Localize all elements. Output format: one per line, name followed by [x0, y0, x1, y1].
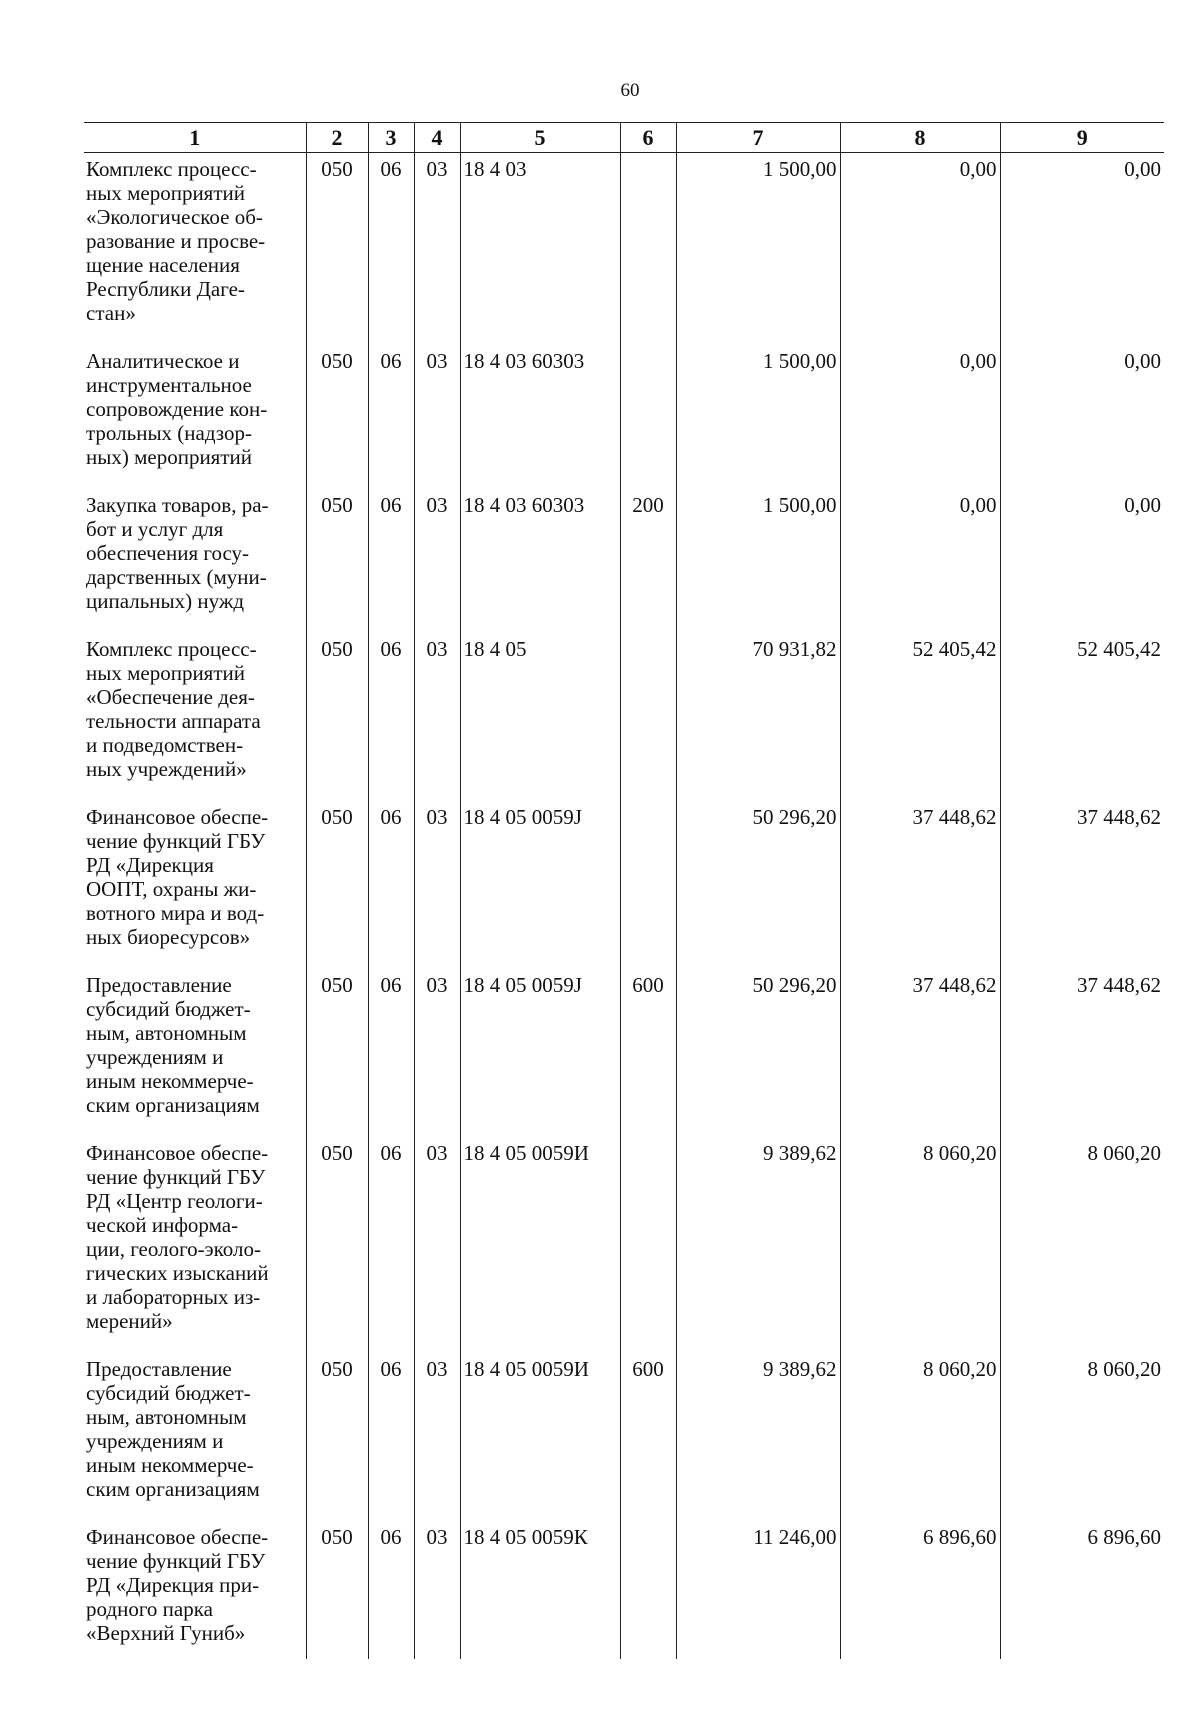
target-article-cell: 18 4 05 0059И — [460, 1137, 620, 1353]
subsection-code-cell: 03 — [414, 1137, 460, 1353]
expense-type-cell — [620, 153, 676, 346]
section-code-cell: 06 — [368, 1137, 414, 1353]
ministry-code-cell: 050 — [306, 801, 368, 969]
row-name-cell: Закупка товаров, ра- бот и услуг для обеспечения госу- дарственных (муни- ципальных) нужд — [86, 493, 269, 613]
expense-type-cell: 600 — [620, 1353, 676, 1521]
amount-year3-cell: 52 405,42 — [1000, 633, 1164, 801]
column-header: 8 — [840, 123, 1000, 153]
amount-year2-cell: 37 448,62 — [840, 969, 1000, 1137]
column-header: 1 — [84, 123, 306, 153]
section-code-cell: 06 — [368, 633, 414, 801]
amount-year2-cell: 0,00 — [840, 345, 1000, 489]
ministry-code-cell: 050 — [306, 633, 368, 801]
amount-year3-cell: 37 448,62 — [1000, 969, 1164, 1137]
amount-year3-cell: 37 448,62 — [1000, 801, 1164, 969]
amount-year1-cell: 1 500,00 — [676, 153, 840, 346]
amount-year3-cell: 6 896,60 — [1000, 1521, 1164, 1659]
subsection-code-cell: 03 — [414, 1521, 460, 1659]
table-row — [84, 153, 1164, 346]
target-article-cell: 18 4 05 0059J — [460, 801, 620, 969]
column-header: 6 — [620, 123, 676, 153]
subsection-code-cell: 03 — [414, 153, 460, 346]
header-row — [84, 123, 1164, 153]
amount-year1-cell: 11 246,00 — [676, 1521, 840, 1659]
amount-year2-cell: 6 896,60 — [840, 1521, 1000, 1659]
expense-type-cell — [620, 345, 676, 489]
amount-year1-cell: 1 500,00 — [676, 489, 840, 633]
column-header: 4 — [414, 123, 460, 153]
amount-year2-cell: 8 060,20 — [840, 1137, 1000, 1353]
target-article-cell: 18 4 05 0059J — [460, 969, 620, 1137]
row-name-cell: Комплекс процесс- ных мероприятий «Обеспечение дея- тельности аппарата и подведомствен- ных учреждений» — [86, 637, 261, 781]
amount-year3-cell: 0,00 — [1000, 153, 1164, 346]
table-row — [84, 1137, 1164, 1353]
expense-type-cell: 200 — [620, 489, 676, 633]
subsection-code-cell: 03 — [414, 489, 460, 633]
table-row — [84, 1353, 1164, 1521]
amount-year1-cell: 9 389,62 — [676, 1353, 840, 1521]
subsection-code-cell: 03 — [414, 633, 460, 801]
subsection-code-cell: 03 — [414, 969, 460, 1137]
amount-year2-cell: 37 448,62 — [840, 801, 1000, 969]
row-name-cell: Финансовое обеспе- чение функций ГБУ РД «Дирекция при- родного парка «Верхний Гуниб» — [86, 1525, 269, 1645]
row-name-cell: Предоставление субсидий бюджет- ным, автономным учреждениям и иным некоммерче- ским организациям — [86, 1357, 260, 1501]
table-row — [84, 969, 1164, 1137]
amount-year2-cell: 0,00 — [840, 489, 1000, 633]
ministry-code-cell: 050 — [306, 1137, 368, 1353]
expense-type-cell — [620, 1137, 676, 1353]
row-name-cell: Финансовое обеспе- чение функций ГБУ РД «Центр геологи- ческой информа- ции, геолого-эколо- гических изысканий и лабораторных из- мерений» — [86, 1141, 269, 1333]
row-name-cell: Аналитическое и инструментальное сопровождение кон- трольных (надзор- ных) мероприятий — [86, 349, 268, 469]
row-name-cell: Комплекс процесс- ных мероприятий «Экологическое об- разование и просве- щение населения Республики Даге- стан» — [86, 157, 266, 325]
table-body — [84, 153, 1164, 1660]
target-article-cell: 18 4 05 — [460, 633, 620, 801]
subsection-code-cell: 03 — [414, 345, 460, 489]
expense-type-cell: 600 — [620, 969, 676, 1137]
subsection-code-cell: 03 — [414, 1353, 460, 1521]
expense-type-cell — [620, 1521, 676, 1659]
ministry-code-cell: 050 — [306, 489, 368, 633]
target-article-cell: 18 4 03 60303 — [460, 345, 620, 489]
expense-type-cell — [620, 633, 676, 801]
table-row — [84, 1521, 1164, 1659]
amount-year2-cell: 0,00 — [840, 153, 1000, 346]
section-code-cell: 06 — [368, 489, 414, 633]
section-code-cell: 06 — [368, 1521, 414, 1659]
target-article-cell: 18 4 03 60303 — [460, 489, 620, 633]
section-code-cell: 06 — [368, 969, 414, 1137]
section-code-cell: 06 — [368, 1353, 414, 1521]
ministry-code-cell: 050 — [306, 345, 368, 489]
column-header: 2 — [306, 123, 368, 153]
amount-year1-cell: 1 500,00 — [676, 345, 840, 489]
amount-year3-cell: 0,00 — [1000, 345, 1164, 489]
amount-year2-cell: 8 060,20 — [840, 1353, 1000, 1521]
subsection-code-cell: 03 — [414, 801, 460, 969]
column-header: 9 — [1000, 123, 1164, 153]
ministry-code-cell: 050 — [306, 1353, 368, 1521]
section-code-cell: 06 — [368, 801, 414, 969]
amount-year1-cell: 50 296,20 — [676, 969, 840, 1137]
target-article-cell: 18 4 05 0059И — [460, 1353, 620, 1521]
table-row — [84, 633, 1164, 801]
table-row — [84, 345, 1164, 489]
expense-type-cell — [620, 801, 676, 969]
budget-table — [84, 122, 1164, 1659]
page-number: 60 — [620, 80, 640, 101]
amount-year1-cell: 50 296,20 — [676, 801, 840, 969]
section-code-cell: 06 — [368, 153, 414, 346]
table-row — [84, 489, 1164, 633]
column-header: 7 — [676, 123, 840, 153]
amount-year2-cell: 52 405,42 — [840, 633, 1000, 801]
column-header: 3 — [368, 123, 414, 153]
table-row — [84, 801, 1164, 969]
amount-year3-cell: 8 060,20 — [1000, 1137, 1164, 1353]
ministry-code-cell: 050 — [306, 153, 368, 346]
section-code-cell: 06 — [368, 345, 414, 489]
target-article-cell: 18 4 03 — [460, 153, 620, 346]
amount-year1-cell: 9 389,62 — [676, 1137, 840, 1353]
column-header: 5 — [460, 123, 620, 153]
amount-year3-cell: 0,00 — [1000, 489, 1164, 633]
target-article-cell: 18 4 05 0059К — [460, 1521, 620, 1659]
ministry-code-cell: 050 — [306, 1521, 368, 1659]
row-name-cell: Финансовое обеспе- чение функций ГБУ РД «Дирекция ООПТ, охраны жи- вотного мира и вод- ных биоресурсов» — [86, 805, 269, 949]
amount-year3-cell: 8 060,20 — [1000, 1353, 1164, 1521]
ministry-code-cell: 050 — [306, 969, 368, 1137]
amount-year1-cell: 70 931,82 — [676, 633, 840, 801]
row-name-cell: Предоставление субсидий бюджет- ным, автономным учреждениям и иным некоммерче- ским организациям — [86, 973, 260, 1117]
